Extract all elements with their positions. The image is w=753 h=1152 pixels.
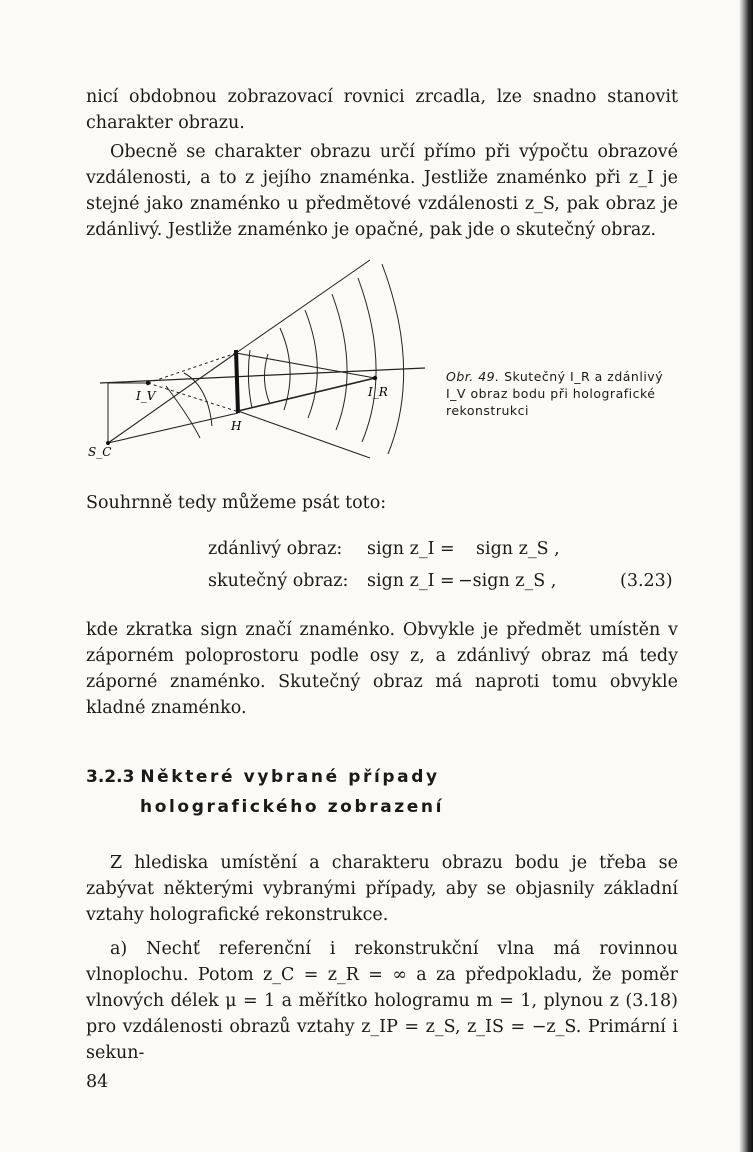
label-virtual-image: I_V xyxy=(136,389,156,403)
label-hologram: H xyxy=(231,419,242,433)
equation-row-real xyxy=(0,568,753,594)
section-title-line1: Některé vybrané případy xyxy=(140,767,440,787)
eq-label-virtual: zdánlivý obraz: xyxy=(208,539,343,559)
eq-rhs-virtual: sign z_S , xyxy=(476,539,560,559)
wavefront-arc xyxy=(305,310,317,418)
wavefront-arc xyxy=(382,264,404,454)
virtual-image-point xyxy=(146,381,150,385)
beam-edge-lower xyxy=(238,411,370,458)
equation-row-virtual xyxy=(0,536,753,562)
beam-edge-upper xyxy=(236,260,370,353)
figure-label: Obr. 49. xyxy=(446,369,500,384)
section-title-line2: holografického zobrazení xyxy=(140,797,445,817)
section-heading xyxy=(86,762,646,822)
virtual-ray-bottom xyxy=(148,383,236,411)
section-number: 3.2.3 xyxy=(86,767,135,787)
hologram-plate xyxy=(236,350,238,413)
source-ray-2 xyxy=(108,413,238,443)
eq-label-real: skutečný obraz: xyxy=(208,571,349,591)
source-ray xyxy=(108,353,236,443)
eq-lhs-virtual: sign z_I = xyxy=(367,539,455,559)
label-real-image: I_R xyxy=(368,385,388,399)
eq-rhs-real: −sign z_S , xyxy=(458,571,557,591)
figure-caption-text: Skutečný I_R a zdánlivý I_V obraz bodu při holografické rekonstrukci xyxy=(446,369,664,418)
figure-caption xyxy=(446,368,686,419)
paragraph-2: Obecně se charakter obrazu určí přímo při výpočtu obrazové vzdálenosti, a to z jejího znaménka. Jestliže znaménko při z_I je stejné jako znaménko u předmětové vzdálenosti z_S, pak obraz je zdánlivý. Jestliže znaménko je opačné, pak jde o skutečný obraz. xyxy=(86,142,678,240)
wavefront-arc xyxy=(280,328,290,410)
equation-number: (3.23) xyxy=(620,571,673,591)
wavefront-arc xyxy=(358,278,376,442)
converging-arc xyxy=(248,350,252,408)
real-ray-top xyxy=(236,353,375,378)
paragraph-6: a) Nechť referenční i rekonstrukční vlna má rovinnou vlnoplochu. Potom z_C = z_R = ∞ a za předpokladu, že poměr vlnových délek μ = 1 a měřítko hologramu m = 1, plynou z (3.18) pro vzdálenosti obrazů vztahy z_IP = z_S, z_IS = −z_S. Primární i sekun- xyxy=(86,939,678,1063)
converging-arc xyxy=(264,354,270,404)
page-number: 84 xyxy=(86,1072,109,1092)
hologram-reconstruction-figure xyxy=(88,258,420,459)
paragraph-5: Z hlediska umístění a charakteru obrazu bodu je třeba se zabývat některými vybranými případy, aby se objasnily základní vztahy holografické rekonstrukce. xyxy=(86,853,678,925)
paragraph-1: nicí obdobnou zobrazovací rovnici zrcadla, lze snadno stanovit charakter obrazu. xyxy=(86,87,678,133)
real-ray-bottom xyxy=(238,378,375,411)
real-image-point xyxy=(373,376,377,380)
label-source: S_C xyxy=(88,445,112,459)
eq-lhs-real: sign z_I = xyxy=(367,571,455,591)
paragraph-3: Souhrnně tedy můžeme psát toto: xyxy=(86,493,387,513)
wavefront-arc xyxy=(332,294,347,430)
paragraph-4: kde zkratka sign značí znaménko. Obvykle je předmět umístěn v záporném poloprostoru podle osy z, a zdánlivý obraz má tedy záporné znaménko. Skutečný obraz má naproti tomu obvykle kladné znaménko. xyxy=(86,620,678,718)
